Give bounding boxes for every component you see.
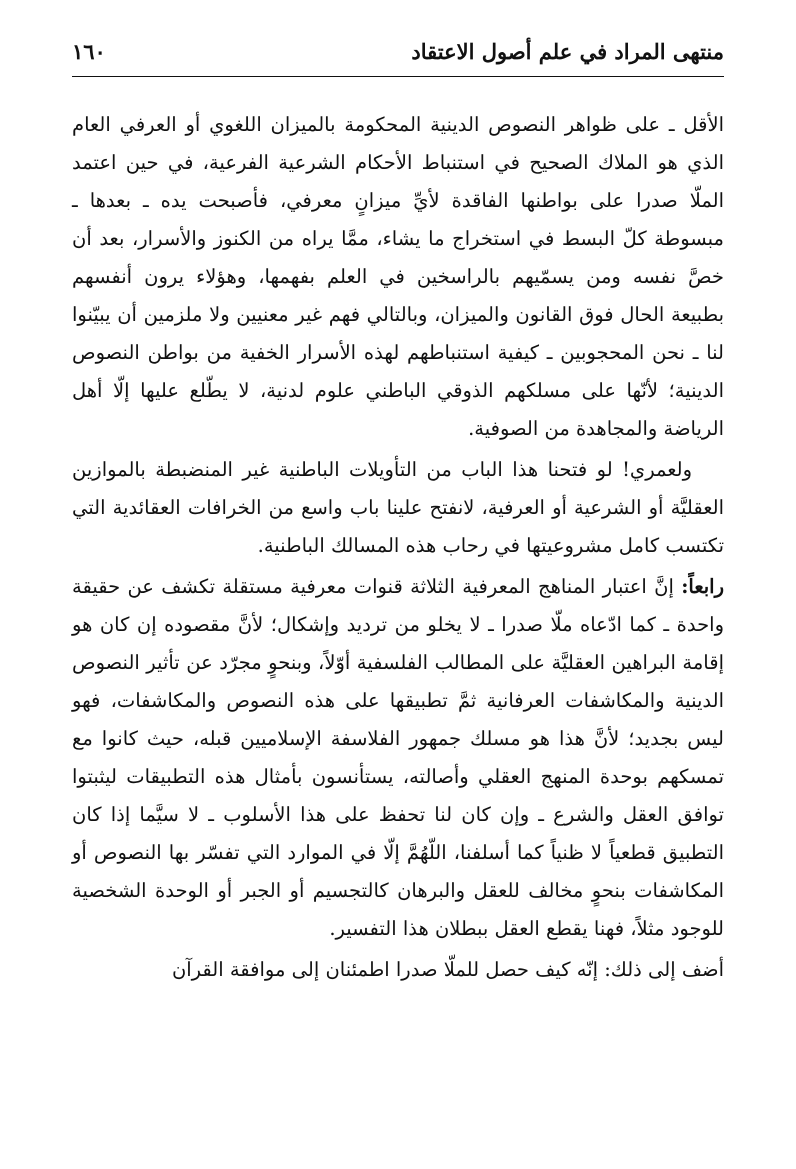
paragraph-3: [72, 568, 724, 948]
paragraph-lead: رابعاً:: [681, 575, 724, 598]
running-header: [72, 28, 724, 74]
paragraph-text: إنَّ اعتبار المناهج المعرفية الثلاثة قنوات معرفية مستقلة تكشف عن حقيقة واحدة ـ كما ادّعاه ملّا صدرا ـ لا يخلو من ترديد وإشكال؛ لأنَّ مقصوده إن كان هو إقامة البراهين العقليَّة على المطالب الفلسفية أوّلاً، وبنحوٍ مجرّد عن تأثير النصوص الدينية والمكاشفات العرفانية ثمَّ تطبيقها على هذه النصوص والمكاشفات، فهو ليس بجديد؛ لأنَّ هذا هو مسلك جمهور الفلاسفة الإسلاميين قبله، حيث كانوا مع تمسكهم بوحدة المنهج العقلي وأصالته، يستأنسون بأمثال هذه التطبيقات ليثبتوا توافق العقل والشرع ـ وإن كان لنا تحفظ على هذا الأسلوب ـ لا سيَّما إذا كان التطبيق قطعياً لا ظنياً كما أسلفنا، اللّهُمَّ إلّا في الموارد التي تفسّر بها النصوص أو المكاشفات بنحوٍ مخالف للعقل والبرهان كالتجسيم أو الجبر أو الوحدة الشخصية للوجود مثلاً، فهنا يقطع العقل ببطلان هذا التفسير.: [72, 575, 724, 940]
page-body: [72, 106, 724, 992]
book-title: منتهى المراد في علم أصول الاعتقاد: [411, 38, 724, 64]
paragraph-2: [72, 451, 724, 565]
header-rule: [72, 76, 724, 77]
paragraph-text: ولعمري! لو فتحنا هذا الباب من التأويلات الباطنية غير المنضبطة بالموازين العقليَّة أو الشرعية أو العرفية، لانفتح علينا باب واسع من الخرافات العقائدية التي تكتسب كامل مشروعيتها في رحاب هذه المسالك الباطنية.: [72, 458, 724, 557]
page-number: ١٦٠: [72, 38, 106, 64]
paragraph-1: [72, 106, 724, 448]
paragraph-4: [72, 951, 724, 989]
paragraph-text: أضف إلى ذلك: إنّه كيف حصل للملّا صدرا اطمئنان إلى موافقة القرآن: [171, 958, 724, 981]
paragraph-text: الأقل ـ على ظواهر النصوص الدينية المحكومة بالميزان اللغوي أو العرفي العام الذي هو الملاك الصحيح في استنباط الأحكام الشرعية الفرعية، في حين اعتمد الملّا صدرا على بواطنها الفاقدة لأيِّ ميزانٍ معرفي، فأصبحت يده ـ بعدها ـ مبسوطة كلّ البسط في استخراج ما يشاء، ممَّا يراه من الكنوز والأسرار، بعد أن خصَّ نفسه ومن يسمّيهم بالراسخين في العلم بفهمها، وهؤلاء يرون أنفسهم بطبيعة الحال فوق القانون والميزان، وبالتالي فهم غير معنيين ولا ملزمين أن يبيّنوا لنا ـ نحن المحجوبين ـ كيفية استنباطهم لهذه الأسرار الخفية من بواطن النصوص الدينية؛ لأنّها على مسلكهم الذوقي الباطني علوم لدنية، لا يطّلع عليها إلّا أهل الرياضة والمجاهدة من الصوفية.: [72, 113, 724, 440]
